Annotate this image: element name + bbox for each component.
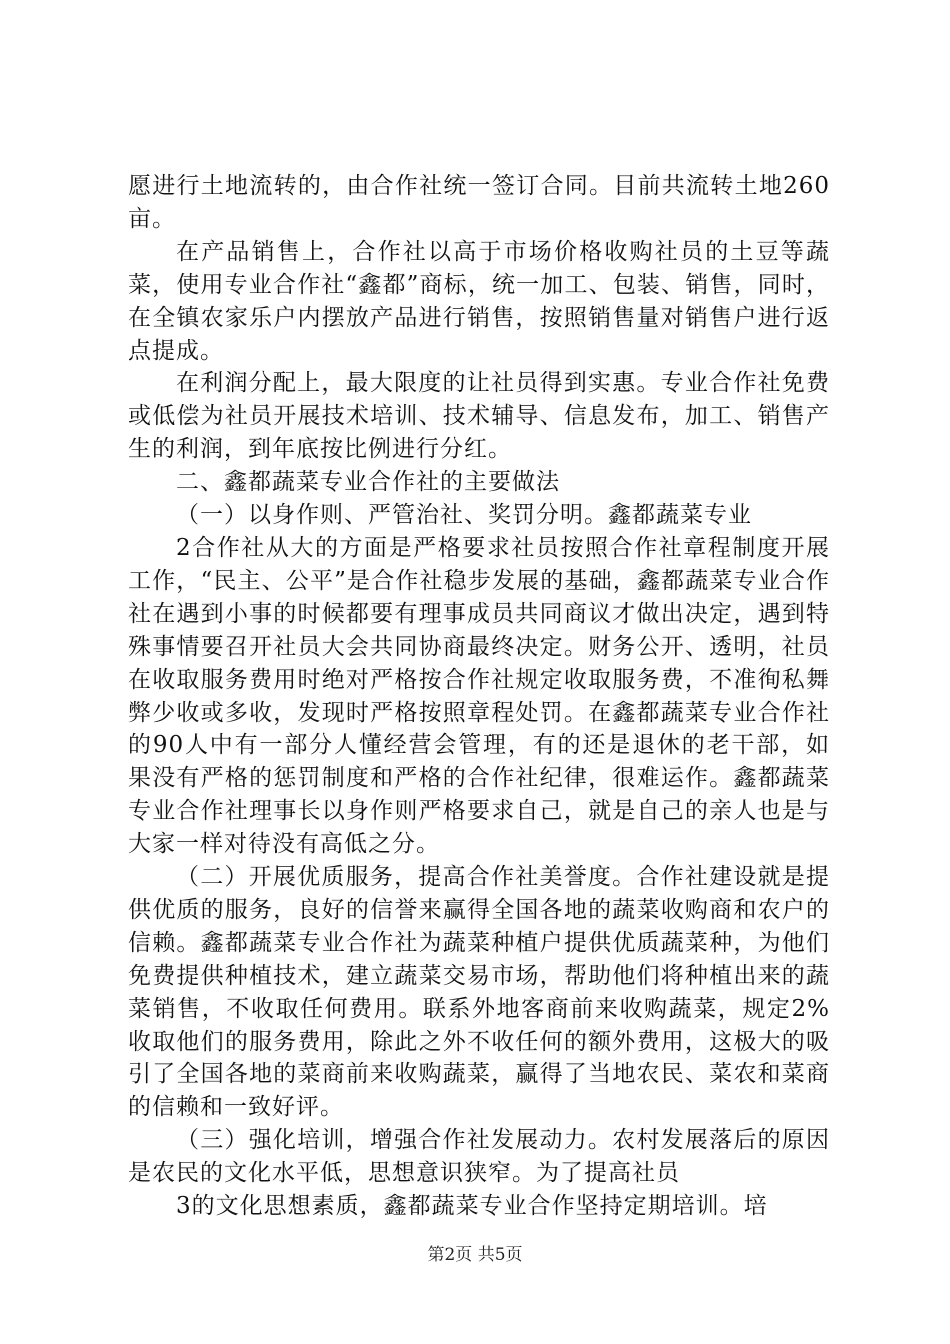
document-body <box>128 170 830 1223</box>
paragraph-continued: 愿进行土地流转的，由合作社统一签订合同。目前共流转土地260亩。 <box>128 173 830 232</box>
page-number-footer: 第2页 共5页 <box>427 1245 523 1265</box>
paragraph-training-continued: 3的文化思想素质，鑫都蔬菜专业合作坚持定期培训。培 <box>176 1193 768 1220</box>
paragraph-product-sales: 在产品销售上，合作社以高于市场价格收购社员的土豆等蔬菜，使用专业合作社“鑫都”商标，统一加工、包装、销售，同时，在全镇农家乐户内摆放产品进行销售，按照销售量对销售户进行返点提成。 <box>128 238 830 364</box>
subsection-heading-1: （一）以身作则、严管治社、奖罚分明。鑫都蔬菜专业 <box>176 502 752 529</box>
paragraph-management: 2合作社从大的方面是严格要求社员按照合作社章程制度开展工作，“民主、公平”是合作社稳步发展的基础，鑫都蔬菜专业合作社在遇到小事的时候都要有理事成员共同商议才做出决定，遇到特殊事情要召开社员大会共同协商最终决定。财务公开、透明，社员在收取服务费用时绝对严格按合作社规定收取服务费，不准徇私舞弊少收或多收，发现时严格按照章程处罚。在鑫都蔬菜专业合作社的90人中有一部分人懂经营会管理，有的还是退休的老干部，如果没有严格的惩罚制度和严格的合作社纪律，很难运作。鑫都蔬菜专业合作社理事长以身作则严格要求自己，就是自己的亲人也是与大家一样对待没有高低之分。 <box>128 534 830 858</box>
section-heading: 二、鑫都蔬菜专业合作社的主要做法 <box>176 469 560 496</box>
paragraph-quality-service: （二）开展优质服务，提高合作社美誉度。合作社建设就是提供优质的服务，良好的信誉来赢得全国各地的蔬菜收购商和农户的信赖。鑫都蔬菜专业合作社为蔬菜种植户提供优质蔬菜种，为他们免费提供种植技术，建立蔬菜交易市场，帮助他们将种植出来的蔬菜销售，不收取任何费用。联系外地客商前来收购蔬菜，规定2%收取他们的服务费用，除此之外不收任何的额外费用，这极大的吸引了全国各地的菜商前来收购蔬菜，赢得了当地农民、菜农和菜商的信赖和一致好评。 <box>128 864 830 1121</box>
paragraph-profit-distribution: 在利润分配上，最大限度的让社员得到实惠。专业合作社免费或低偿为社员开展技术培训、技术辅导、信息发布，加工、销售产生的利润，到年底按比例进行分红。 <box>128 370 830 463</box>
paragraph-training: （三）强化培训，增强合作社发展动力。农村发展落后的原因是农民的文化水平低，思想意识狭窄。为了提高社员 <box>128 1127 830 1187</box>
